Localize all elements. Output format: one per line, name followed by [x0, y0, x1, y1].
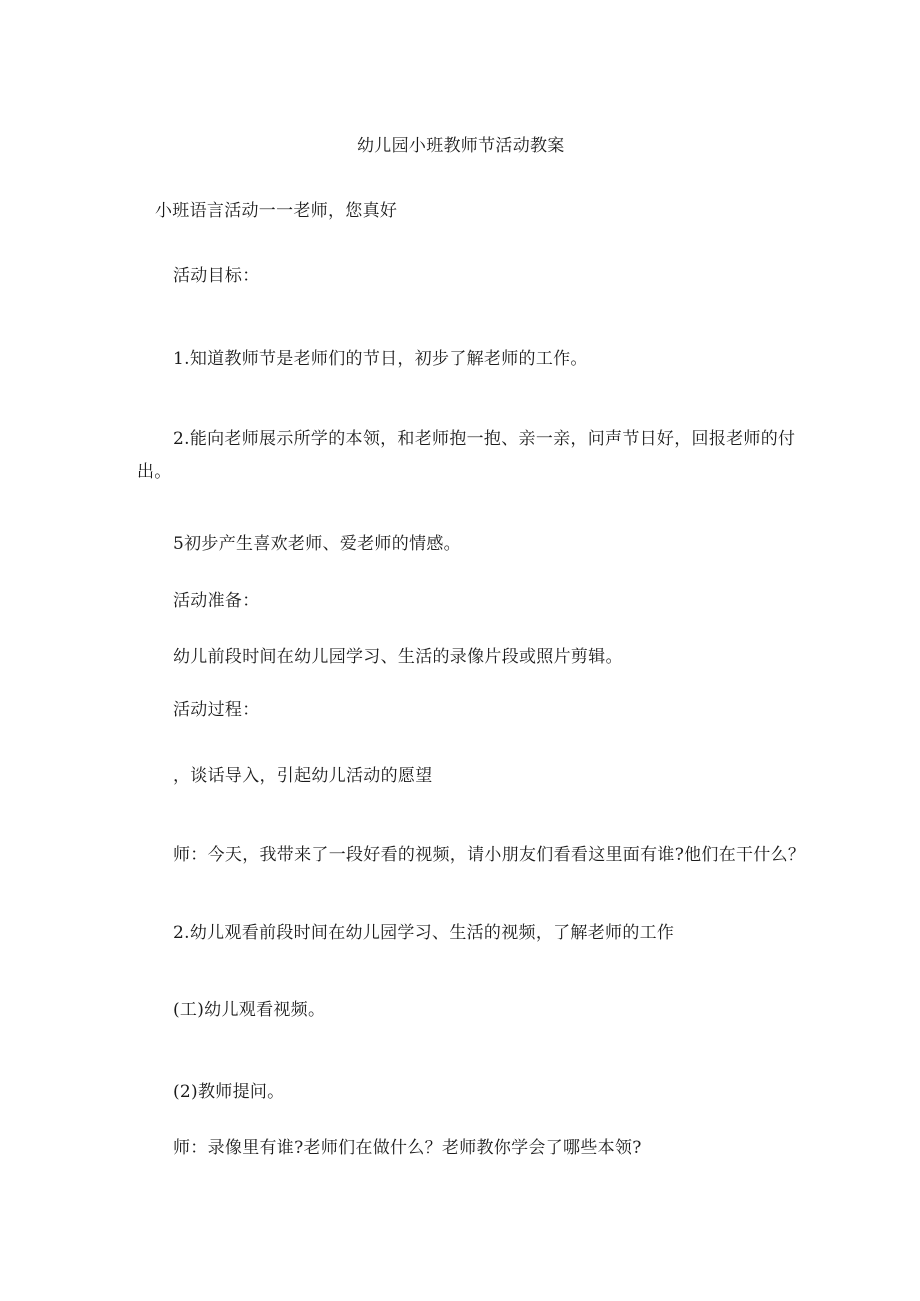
teacher-line-1: 师：今天，我带来了一段好看的视频，请小朋友们看看这里面有谁?他们在干什么？ — [173, 845, 806, 865]
sub-step-1: (工)幼儿观看视频。 — [173, 1000, 326, 1020]
goal-2-line-2: 出。 — [137, 462, 172, 482]
prep-heading: 活动准备： — [173, 591, 260, 611]
process-heading: 活动过程： — [173, 700, 260, 720]
goal-3: 5初步产生喜欢老师、爱老师的情感。 — [173, 534, 461, 554]
step-2: 2.幼儿观看前段时间在幼儿园学习、生活的视频，了解老师的工作 — [173, 923, 675, 943]
sub-step-2: (2)教师提问。 — [173, 1082, 285, 1102]
step-1: ，谈话导入，引起幼儿活动的愿望 — [173, 766, 433, 786]
goal-2-line-1 — [173, 427, 795, 451]
teacher-line-2: 师：录像里有谁?老师们在做什么？老师教你学会了哪些本领? — [173, 1138, 642, 1158]
prep-text: 幼儿前段时间在幼儿园学习、生活的录像片段或照片剪辑。 — [173, 647, 623, 667]
goals-heading: 活动目标： — [173, 266, 260, 286]
document-title: 幼儿园小班教师节活动教案 — [357, 136, 565, 156]
goal-1: 1.知道教师节是老师们的节日，初步了解老师的工作。 — [173, 349, 588, 369]
document-subtitle: 小班语言活动一一老师，您真好 — [155, 201, 398, 221]
goal-2-text: 2.能向老师展示所学的本领，和老师抱一抱、亲一亲，问声节日好，回报老师的付 — [173, 429, 796, 449]
